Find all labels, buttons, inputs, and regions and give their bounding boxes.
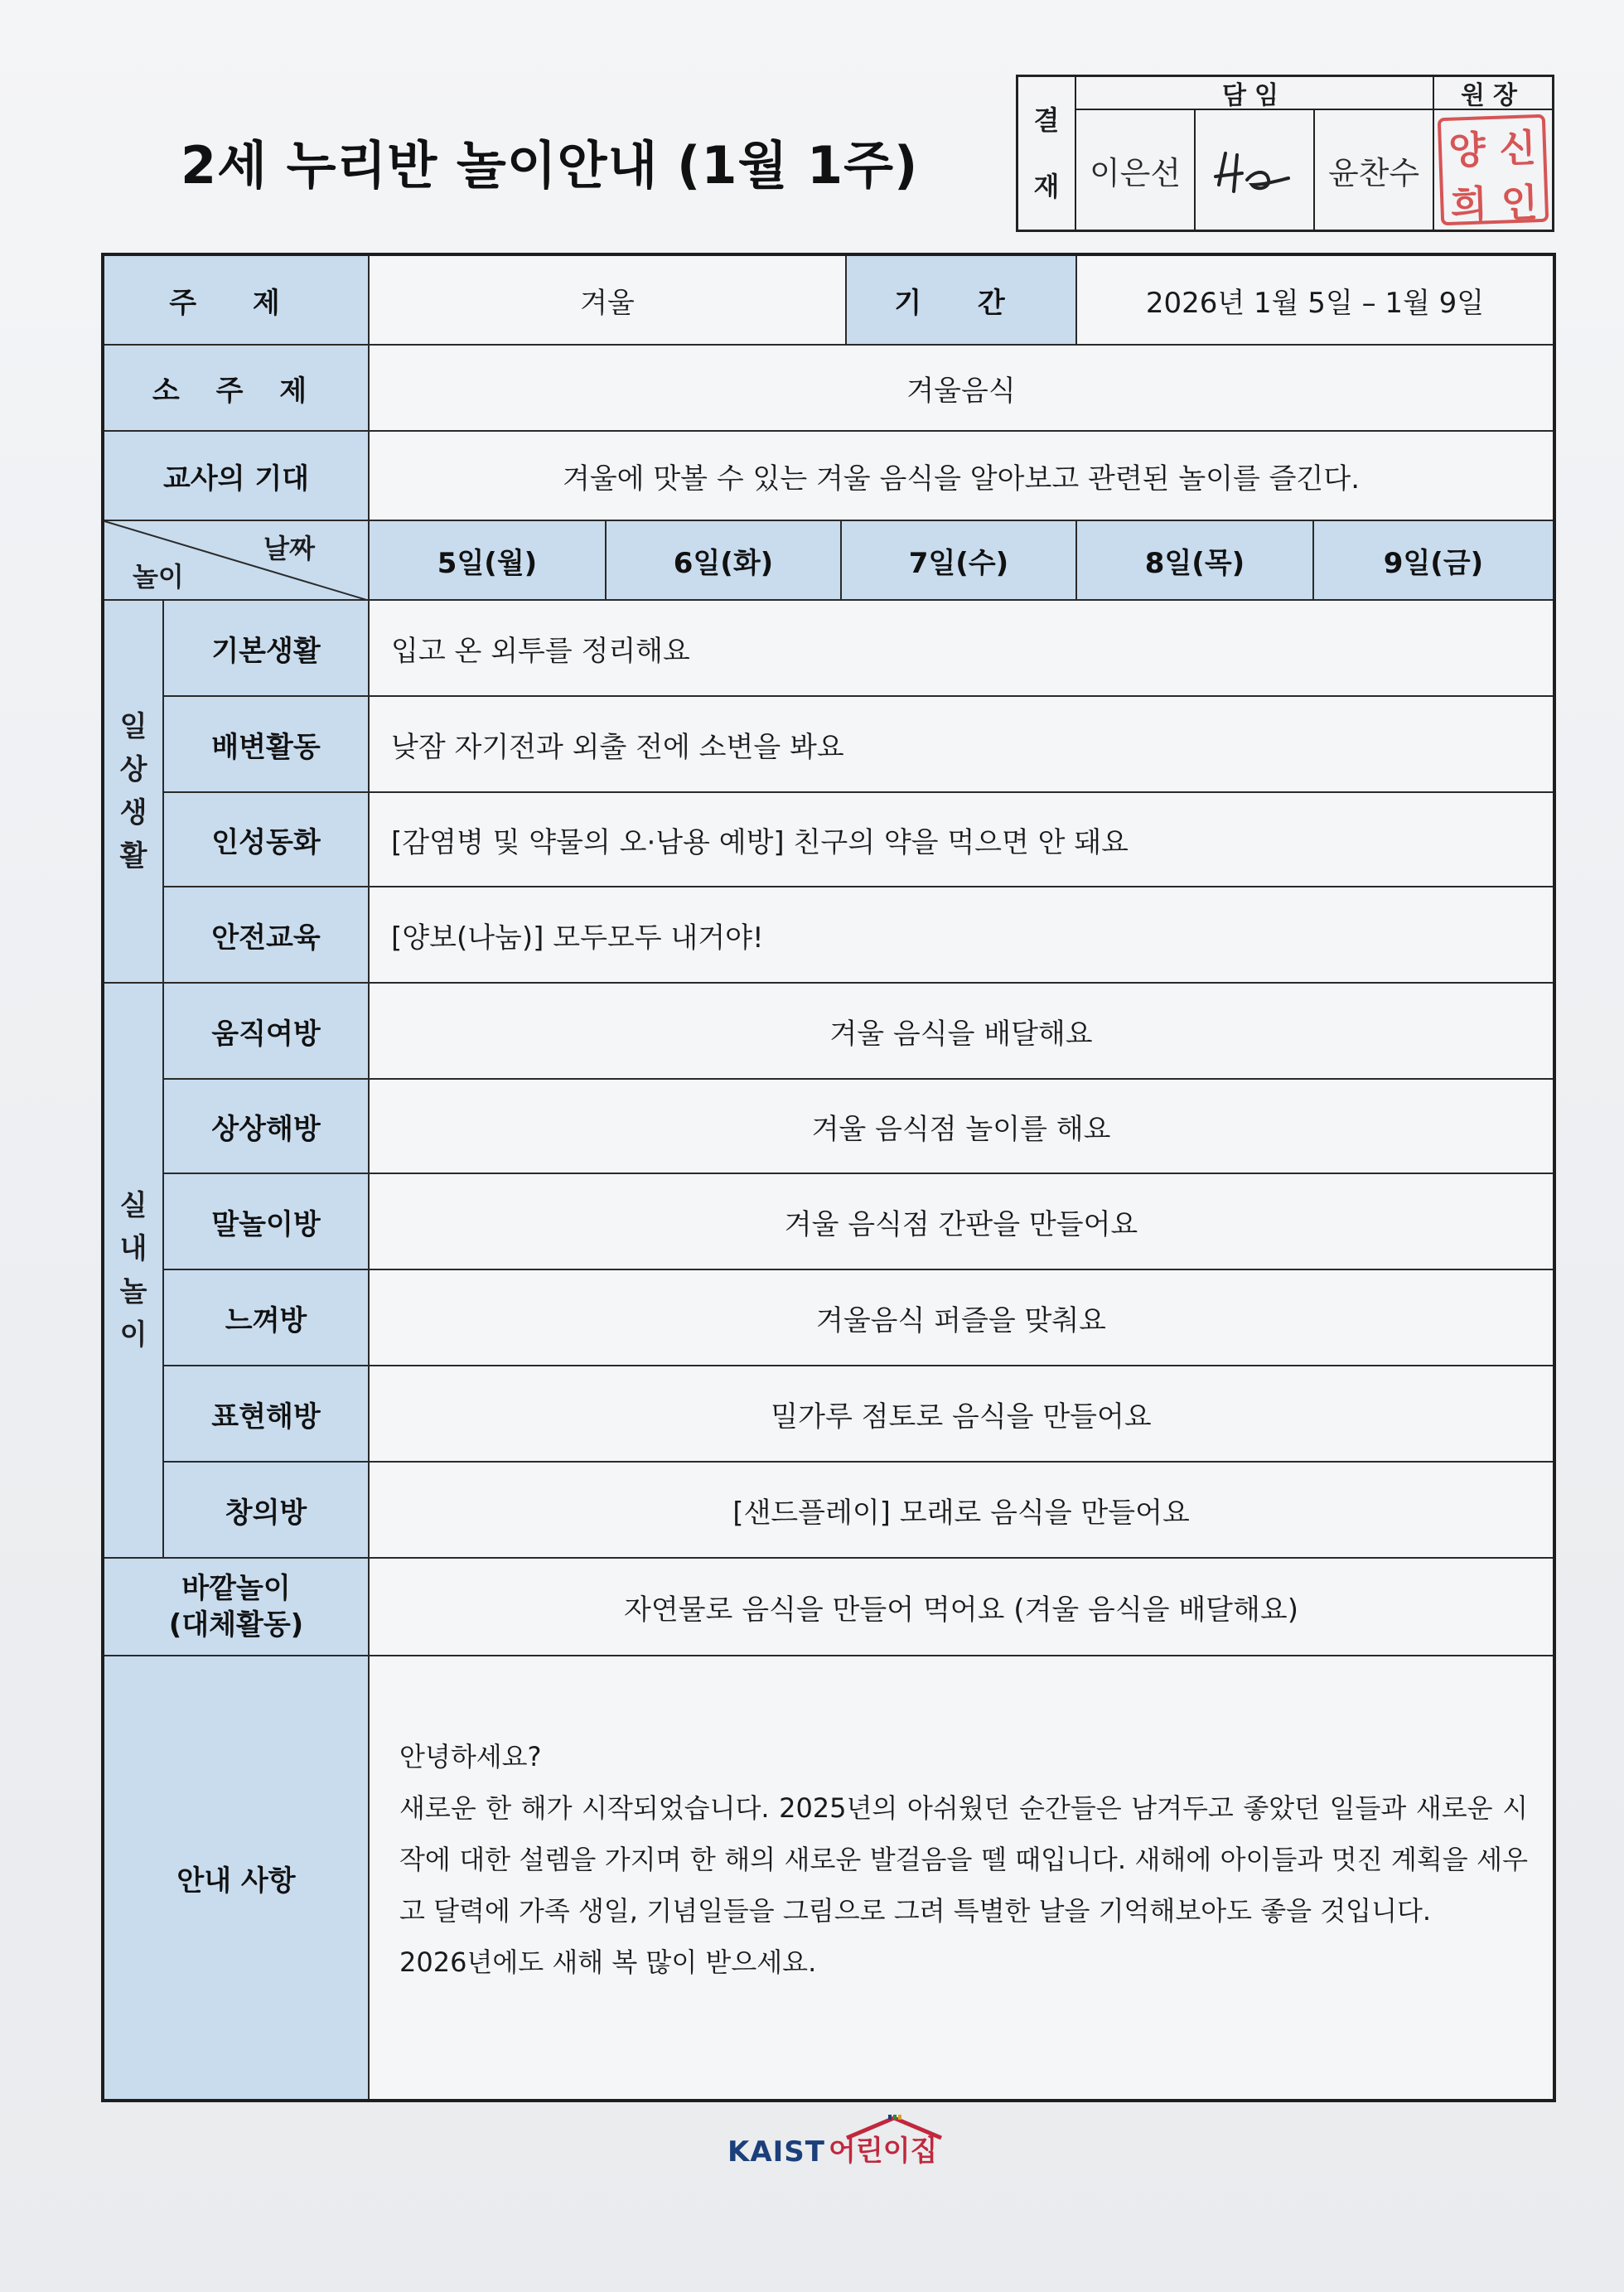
handwritten-signature-icon	[1209, 137, 1300, 203]
expectation-row	[104, 432, 1553, 521]
indoor-play-row	[164, 984, 1553, 1080]
daily-life-group-label: 일 상 생 활	[104, 601, 164, 984]
teacher1-signature-mark	[1194, 110, 1313, 230]
day-header: 7일(수)	[842, 521, 1077, 599]
teacher1-signature: 이은선	[1075, 110, 1194, 230]
theme-row	[104, 256, 1553, 346]
indoor-play-row	[164, 1080, 1553, 1174]
row-value: [감염병 및 약물의 오·남용 예방] 친구의 약을 먹으면 안 돼요	[370, 793, 1553, 886]
day-header: 5일(월)	[370, 521, 607, 599]
kaist-daycare-logo	[727, 2128, 937, 2169]
logo-kaist-text: KAIST	[727, 2135, 825, 2169]
indoor-play-row	[164, 1174, 1553, 1270]
date-label: 날짜	[263, 533, 315, 564]
indoor-play-row	[164, 1463, 1553, 1559]
day-header: 9일(금)	[1314, 521, 1553, 599]
day-header: 8일(목)	[1077, 521, 1314, 599]
row-label: 기본생활	[164, 601, 370, 695]
theme-label: 주 제	[104, 256, 370, 344]
row-value: [샌드플레이] 모래로 음식을 만들어요	[370, 1463, 1553, 1557]
play-label: 놀이	[133, 561, 184, 592]
row-label: 움직여방	[164, 984, 370, 1078]
house-roof-icon	[840, 2115, 948, 2140]
notice-greeting: 안녕하세요?	[399, 1741, 542, 1772]
approval-box	[1016, 75, 1554, 232]
notice-label: 안내 사항	[104, 1656, 370, 2099]
outdoor-row	[104, 1559, 1553, 1656]
row-label: 창의방	[164, 1463, 370, 1557]
row-label: 배변활동	[164, 697, 370, 791]
row-label: 말놀이방	[164, 1174, 370, 1269]
play-plan-table	[101, 253, 1556, 2102]
director-seal-stamp: 양 신 희 인	[1438, 114, 1549, 225]
expectation-label: 교사의 기대	[104, 432, 370, 520]
row-label: 인성동화	[164, 793, 370, 886]
day-header: 6일(화)	[607, 521, 842, 599]
row-label: 상상해방	[164, 1080, 370, 1173]
row-value: 밀가루 점토로 음식을 만들어요	[370, 1366, 1553, 1461]
notice-row	[104, 1656, 1553, 2099]
outdoor-value: 자연물로 음식을 만들어 먹어요 (겨울 음식을 배달해요)	[370, 1559, 1553, 1655]
indoor-play-group-label: 실 내 놀 이	[104, 984, 164, 1559]
row-value: 입고 온 외투를 정리해요	[370, 601, 1553, 695]
page-title: 2세 누리반 놀이안내 (1월 1주)	[181, 135, 919, 196]
expectation-value: 겨울에 맛볼 수 있는 겨울 음식을 알아보고 관련된 놀이를 즐긴다.	[370, 432, 1553, 520]
notice-body: 새로운 한 해가 시작되었습니다. 2025년의 아쉬웠던 순간들은 남겨두고 좋았던 일들과 새로운 시작에 대한 설렘을 가지며 한 해의 새로운 발걸음을 뗄 때입니다. 새해에 아이들과 멋진 계획을 세우고 달력에 가족 생일, 기념일들을 그림으로 그려 특별한 날을 기억해보아도 좋을 것입니다.	[399, 1792, 1528, 1927]
row-label: 느껴방	[164, 1270, 370, 1365]
outdoor-label: 바깥놀이 (대체활동)	[104, 1559, 370, 1655]
row-value: 겨울 음식점 놀이를 해요	[370, 1080, 1553, 1173]
period-value: 2026년 1월 5일 – 1월 9일	[1077, 256, 1553, 344]
row-value: 겨울 음식을 배달해요	[370, 984, 1553, 1078]
row-label: 표현해방	[164, 1366, 370, 1461]
row-value: 낮잠 자기전과 외출 전에 소변을 봐요	[370, 697, 1553, 791]
teacher-header: 담임	[1075, 77, 1433, 110]
row-value: 겨울음식 퍼즐을 맞춰요	[370, 1270, 1553, 1365]
notice-closing: 2026년에도 새해 복 많이 받으세요.	[399, 1946, 817, 1978]
theme-value: 겨울	[370, 256, 847, 344]
director-stamp-cell	[1433, 110, 1552, 230]
approval-label: 결 재	[1033, 104, 1060, 202]
indoor-play-row	[164, 1270, 1553, 1366]
subtheme-label: 소 주 제	[104, 346, 370, 430]
logo-daycare-text: 어린이집	[829, 2135, 938, 2168]
indoor-play-row	[164, 1366, 1553, 1463]
row-value: [양보(나눔)] 모두모두 내거야!	[370, 887, 1553, 982]
daily-life-row	[164, 697, 1553, 793]
teacher2-signature: 윤찬수	[1313, 110, 1433, 230]
director-header: 원장	[1433, 77, 1552, 110]
row-value: 겨울 음식점 간판을 만들어요	[370, 1174, 1553, 1269]
period-label: 기 간	[847, 256, 1077, 344]
date-header-row	[104, 521, 1553, 601]
subtheme-row	[104, 346, 1553, 432]
row-label: 안전교육	[164, 887, 370, 982]
notice-text	[370, 1656, 1553, 2099]
daily-life-row	[164, 601, 1553, 697]
subtheme-value: 겨울음식	[370, 346, 1553, 430]
date-play-diagonal-header	[104, 521, 370, 599]
daily-life-row	[164, 887, 1553, 984]
daily-life-row	[164, 793, 1553, 887]
